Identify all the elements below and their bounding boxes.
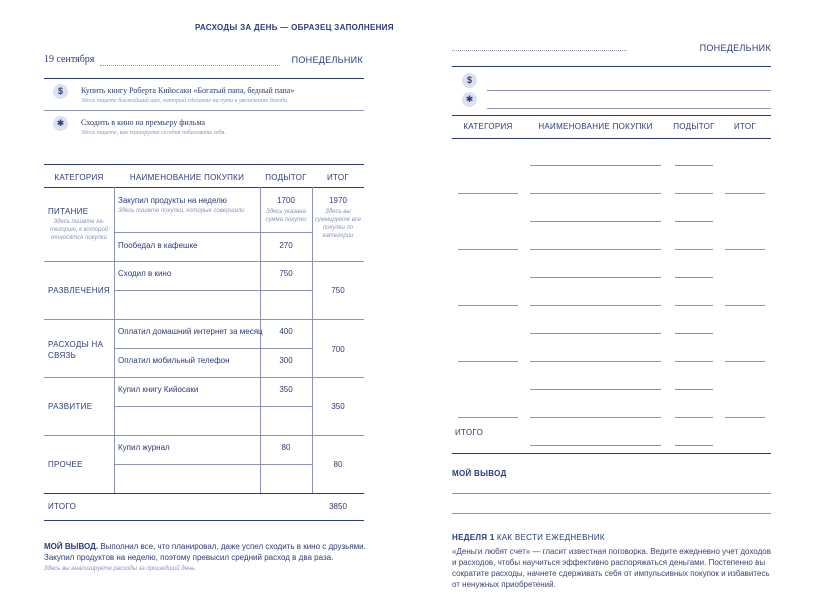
table-header-line — [452, 138, 771, 139]
asterisk-icon: ✱ — [462, 92, 477, 107]
category-development: РАЗВИТИЕ — [48, 402, 93, 411]
itogo-line — [44, 493, 364, 494]
row-line — [530, 193, 661, 194]
category-entertainment: РАЗВЛЕЧЕНИЯ — [48, 286, 110, 295]
row-line — [675, 305, 713, 306]
total-development: 350 — [331, 402, 345, 411]
goal-line — [487, 108, 771, 109]
row-line — [114, 348, 312, 349]
itogo-value: 3850 — [329, 502, 347, 511]
row-line — [114, 232, 312, 233]
item-groceries: Закупил продукты на неделю — [118, 196, 227, 205]
category-other: ПРОЧЕЕ — [48, 460, 83, 469]
row-line — [458, 361, 518, 362]
col-divider-3 — [312, 187, 313, 493]
conclusion-hint: Здесь вы анализируете расходы за прошедший день. — [44, 566, 197, 572]
subtotal-magazine: 80 — [281, 443, 291, 452]
row-line — [675, 333, 713, 334]
week-label: НЕДЕЛЯ 1 — [452, 533, 495, 542]
row-line — [530, 221, 661, 222]
row-line — [530, 361, 661, 362]
table-bottom-line — [44, 520, 364, 521]
row-line — [530, 389, 661, 390]
date-dotted-line — [452, 50, 627, 51]
subtotal-mobile: 300 — [279, 356, 293, 365]
income-goal-hint: Здесь пишете ближайший шаг, который сделаете на пути к увеличению дохода. — [81, 98, 289, 104]
conclusion-line — [452, 493, 771, 494]
row-line — [675, 361, 713, 362]
row-line — [530, 333, 661, 334]
week-title: КАК ВЕСТИ ЕЖЕДНЕВНИК — [496, 533, 605, 542]
category-communication: РАСХОДЫ НА СВЯЗЬ — [48, 340, 104, 360]
item-cinema: Сходил в кино — [118, 269, 172, 278]
income-goal-text: Купить книгу Роберта Кийосаки «Богатый папа, бедный папа» — [81, 86, 295, 95]
row-line — [458, 249, 518, 250]
row-line — [530, 165, 661, 166]
total-communication: 700 — [331, 345, 345, 354]
table-top-line — [44, 164, 364, 165]
row-line — [675, 389, 713, 390]
dollar-icon: $ — [53, 84, 68, 99]
conclusion-label: МОЙ ВЫВОД. — [44, 542, 99, 551]
asterisk-icon: ✱ — [53, 116, 68, 131]
item-cafe: Пообедал в кафешке — [118, 241, 198, 250]
row-line — [675, 277, 713, 278]
treat-goal-hint: Здесь пишете, как планируете сегодня побаловать себя. — [81, 130, 226, 136]
group-line — [44, 319, 364, 320]
goal-divider — [44, 110, 364, 111]
row-line — [675, 193, 713, 194]
row-line — [530, 417, 661, 418]
col-header-subtotal: ПОДЫТОГ — [673, 122, 715, 131]
conclusion-text: Выполнил все, что планировал, даже успел сходить в кино с друзьями. Закупил продуктов на неделю, поэтому превысил средний расход в два раза. — [44, 542, 366, 562]
date-field: 19 сентября — [44, 54, 95, 65]
row-line — [725, 305, 765, 306]
row-line — [458, 305, 518, 306]
group-line — [44, 377, 364, 378]
col-header-category: КАТЕГОРИЯ — [54, 173, 104, 182]
row-line — [675, 417, 713, 418]
total-food: 1970 — [329, 196, 347, 205]
subtotal-book: 350 — [279, 385, 293, 394]
row-line — [675, 249, 713, 250]
row-line — [675, 165, 713, 166]
row-line — [458, 417, 518, 418]
dollar-icon: $ — [462, 73, 477, 88]
row-line — [675, 445, 713, 446]
col-header-item: НАИМЕНОВАНИЕ ПОКУПКИ — [129, 173, 245, 182]
row-line — [725, 249, 765, 250]
page-header-title: РАСХОДЫ ЗА ДЕНЬ — ОБРАЗЕЦ ЗАПОЛНЕНИЯ — [195, 23, 394, 32]
total-hint: Здесь вы суммируете все покупки по категории — [314, 209, 362, 239]
treat-goal-text: Сходить в кино на премьеру фильма — [81, 118, 206, 127]
conclusion — [44, 541, 366, 563]
item-internet: Оплатил домашний интернет за месяц — [118, 327, 263, 336]
weekday-label: ПОНЕДЕЛЬНИК — [291, 55, 363, 65]
row-line — [725, 361, 765, 362]
row-line — [725, 417, 765, 418]
itogo-label: ИТОГО — [48, 502, 77, 511]
group-line — [44, 435, 364, 436]
row-line — [530, 445, 661, 446]
week-text: «Деньги любят счет» — гласит известная поговорка. Ведите ежедневно учет доходов и расходов, чтобы научиться эффективно распоряжаться деньгами. Постепенно вы сократите расходы, начнете сдерживать себя от импульсивных покупок и избавитесь от ненужных приобретений. — [452, 547, 771, 589]
row-line — [675, 221, 713, 222]
subtotal-groceries: 1700 — [277, 196, 295, 205]
row-line — [114, 464, 312, 465]
row-line — [530, 277, 661, 278]
row-line — [114, 406, 312, 407]
col-header-category: КАТЕГОРИЯ — [463, 122, 513, 131]
row-line — [458, 193, 518, 194]
table-top-line — [452, 115, 771, 116]
row-line — [725, 193, 765, 194]
subtotal-cafe: 270 — [279, 241, 293, 250]
header-divider — [452, 66, 771, 67]
goal-line — [487, 90, 771, 91]
row-line — [530, 305, 661, 306]
itogo-line — [452, 453, 771, 454]
subtotal-hint: Здесь указана сумма покупки — [265, 209, 307, 223]
item-magazine: Купил журнал — [118, 443, 170, 452]
total-other: 80 — [333, 460, 343, 469]
item-book: Купил книгу Кийосаки — [118, 385, 199, 394]
row-line — [530, 249, 661, 250]
conclusion-label: МОЙ ВЫВОД — [452, 469, 507, 478]
date-dotted-line — [100, 65, 280, 66]
item-mobile: Оплатил мобильный телефон — [118, 356, 230, 365]
week-heading — [452, 533, 605, 542]
col-header-total: ИТОГ — [326, 173, 350, 182]
row-line — [114, 290, 312, 291]
weekday-label: ПОНЕДЕЛЬНИК — [699, 43, 771, 53]
col-header-subtotal: ПОДЫТОГ — [265, 173, 307, 182]
right-page — [407, 0, 814, 600]
table-header-line — [44, 187, 364, 188]
itogo-label: ИТОГО — [455, 428, 484, 437]
group-line — [44, 261, 364, 262]
category-food: ПИТАНИЕ — [48, 207, 89, 216]
total-entertainment: 750 — [331, 286, 345, 295]
conclusion-line — [452, 513, 771, 514]
subtotal-cinema: 750 — [279, 269, 293, 278]
col-header-total: ИТОГ — [733, 122, 757, 131]
col-header-item: НАИМЕНОВАНИЕ ПОКУПКИ — [538, 122, 653, 131]
item-hint: Здесь пишете покупки, которые совершили — [118, 208, 245, 214]
subtotal-internet: 400 — [279, 327, 293, 336]
header-divider — [44, 78, 364, 79]
category-hint: Здесь пишете ка-тегорию, к которой относятся покупки — [49, 219, 109, 241]
